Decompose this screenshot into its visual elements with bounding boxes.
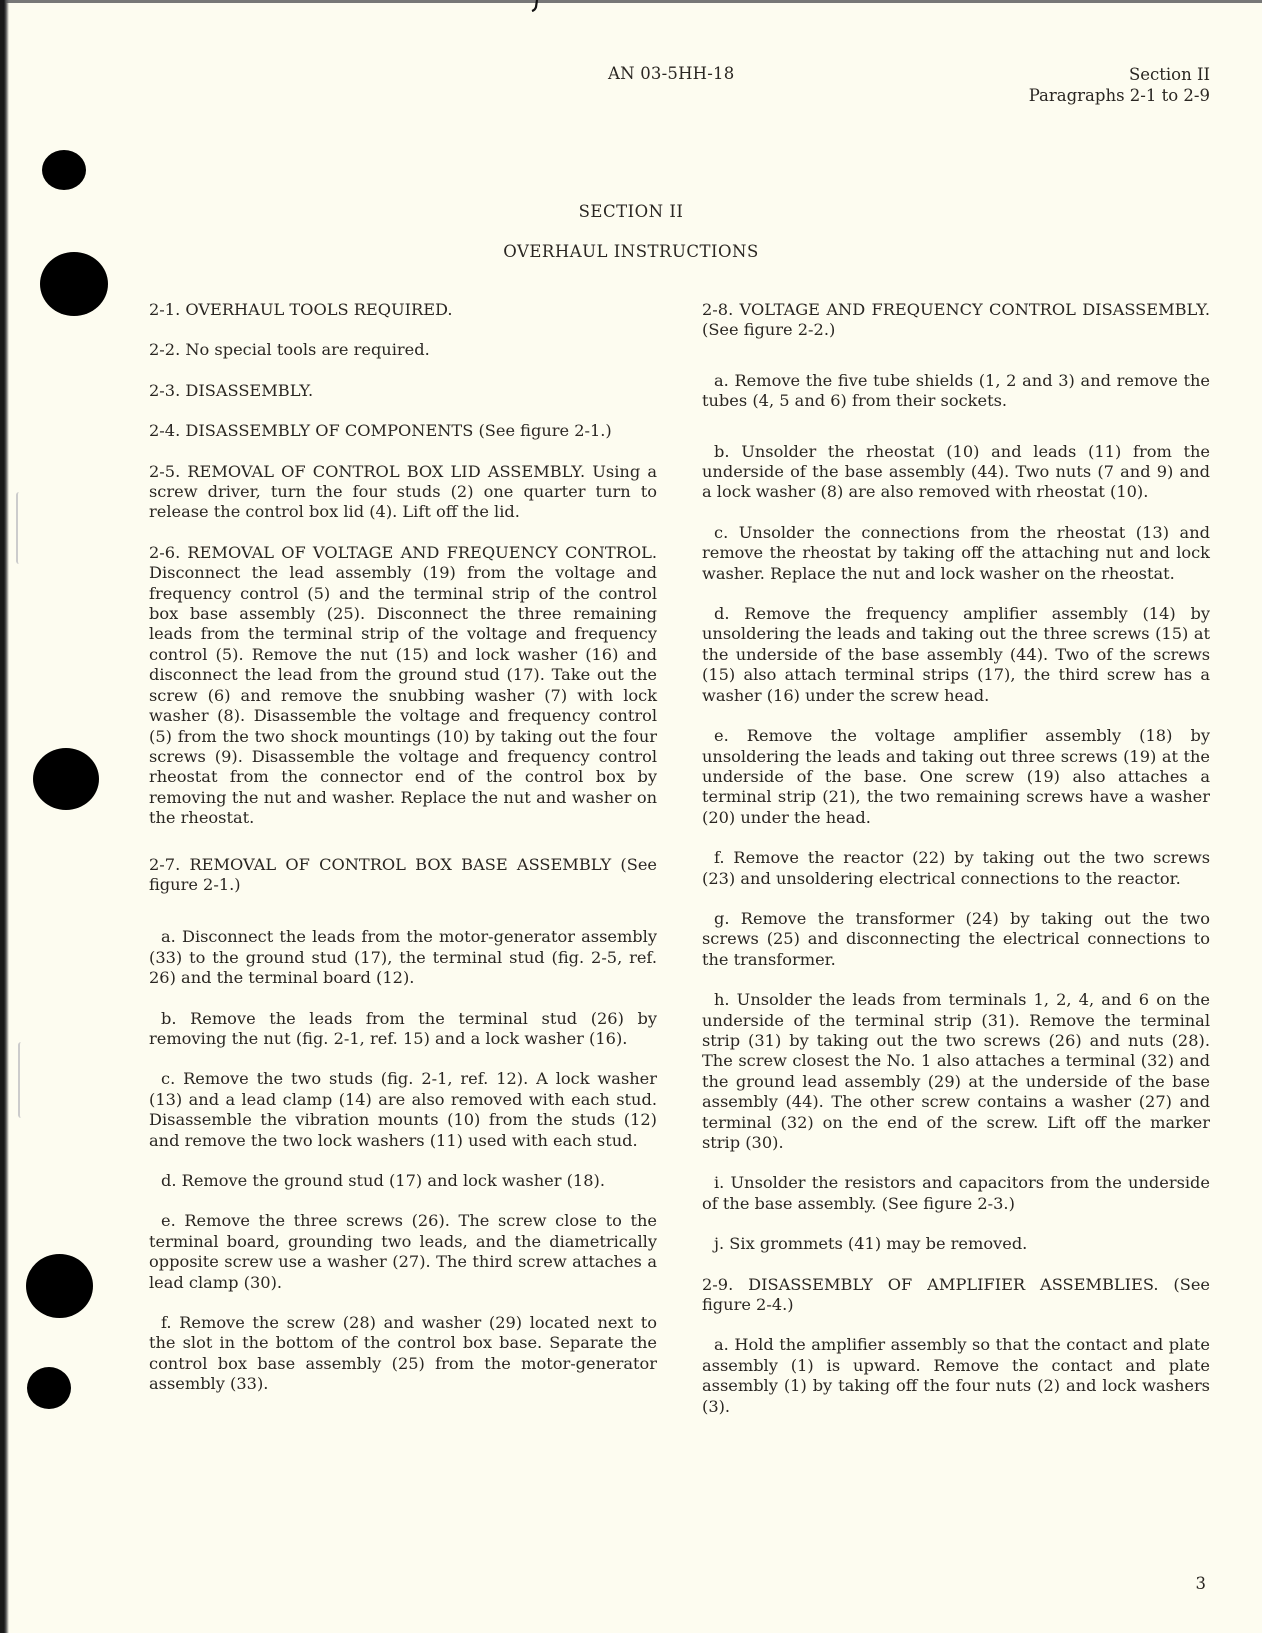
paragraph-2-5: 2-5. REMOVAL OF CONTROL BOX LID ASSEMBLY. Using a screw driver, turn the four studs (2) one quarter turn to release the control box lid (4). Lift off the lid. [149,461,657,522]
paragraph-2-3: 2-3. DISASSEMBLY. [149,380,314,400]
step-2-7-e: e. Remove the three screws (26). The screw close to the terminal board, grounding two leads, and the diametrically opposite screw use a washer (27). The third screw attaches a lead clamp (30). [149,1211,657,1292]
step-2-7-f: f. Remove the screw (28) and washer (29) located next to the slot in the bottom of the control box base. Separate the control box base assembly (25) from the motor-generator assembly (33). [149,1313,657,1394]
step-2-9-a: a. Hold the amplifier assembly so that the contact and plate assembly (1) is upward. Remove the contact and plate assembly (1) by taking off the four nuts (2) and lock washers (3). [702,1335,1210,1416]
staple-mark-icon [18,1042,28,1118]
step-2-8-h: h. Unsolder the leads from terminals 1, 2, 4, and 6 on the underside of the terminal strip (31). Remove the terminal strip (31) by taking out the two screws (26) and nuts (28). The screw closest the No. 1 also attaches a terminal (32) and the ground lead assembly (29) at the underside of the base assembly (44). The other screw contains a washer (27) and terminal (32) on the end of the screw. Lift off the marker strip (30). [702,990,1210,1152]
section-subtitle: OVERHAUL INSTRUCTIONS [503,242,759,261]
step-2-8-d: d. Remove the frequency amplifier assembly (14) by unsoldering the leads and taking out the three screws (15) at the underside of the base assembly (44). Two of the screws (15) also attach terminal strips (17), the third screw has a washer (16) under the screw head. [702,604,1210,705]
step-2-8-c: c. Unsolder the connections from the rheostat (13) and remove the rheostat by taking off the attaching nut and lock washer. Replace the nut and lock washer on the rheostat. [702,522,1210,583]
section-label: Section II [1128,65,1210,84]
scan-mark-icon [528,0,542,12]
paragraph-2-2: 2-2. No special tools are required. [149,340,430,360]
paragraph-2-8: 2-8. VOLTAGE AND FREQUENCY CONTROL DISASSEMBLY. (See figure 2-2.) [702,300,1210,340]
punch-hole-icon [42,150,86,190]
step-2-8-f: f. Remove the reactor (22) by taking out the two screws (23) and unsoldering electrical connections to the reactor. [702,848,1210,888]
staple-mark-icon [16,492,26,564]
punch-hole-icon [27,1367,71,1409]
left-column [149,300,657,1395]
punch-hole-icon [33,748,99,810]
document-number: AN 03-5HH-18 [608,64,735,83]
paragraph-range: Paragraphs 2-1 to 2-9 [1028,86,1210,105]
step-2-8-j: j. Six grommets (41) may be removed. [714,1234,1028,1254]
step-2-8-g: g. Remove the transformer (24) by taking out the two screws (25) and disconnecting the electrical connections to the transformer. [702,908,1210,969]
page-number: 3 [1195,1574,1206,1593]
section-reference [1029,64,1210,106]
paragraph-2-9: 2-9. DISASSEMBLY OF AMPLIFIER ASSEMBLIES. (See figure 2-4.) [702,1274,1210,1315]
section-heading: SECTION II [578,202,684,221]
paragraph-2-4: 2-4. DISASSEMBLY OF COMPONENTS (See figure 2-1.) [149,421,612,441]
step-2-7-d: d. Remove the ground stud (17) and lock washer (18). [161,1171,605,1190]
step-2-7-a: a. Disconnect the leads from the motor-generator assembly (33) to the ground stud (17), the terminal stud (fig. 2-5, ref. 26) and the terminal board (12). [149,927,657,988]
punch-hole-icon [26,1254,93,1318]
step-2-8-a: a. Remove the five tube shields (1, 2 and 3) and remove the tubes (4, 5 and 6) from their sockets. [702,370,1210,411]
step-2-7-b: b. Remove the leads from the terminal stud (26) by removing the nut (fig. 2-1, ref. 15) and a lock washer (16). [149,1008,657,1048]
step-2-8-i: i. Unsolder the resistors and capacitors from the underside of the base assembly. (See figure 2-3.) [702,1173,1210,1213]
punch-hole-icon [40,252,108,316]
right-column [702,300,1210,1417]
step-2-8-e: e. Remove the voltage amplifier assembly (18) by unsoldering the leads and taking out three screws (19) at the underside of the base. One screw (19) also attaches a terminal strip (21), the two remaining screws have a washer (20) under the head. [702,726,1210,827]
paragraph-2-7: 2-7. REMOVAL OF CONTROL BOX BASE ASSEMBLY (See figure 2-1.) [149,854,657,894]
step-2-7-c: c. Remove the two studs (fig. 2-1, ref. 12). A lock washer (13) and a lead clamp (14) are also removed with each stud. Disassemble the vibration mounts (10) from the studs (12) and remove the two lock washers (11) used with each stud. [149,1069,657,1150]
step-2-8-b: b. Unsolder the rheostat (10) and leads (11) from the underside of the base assembly (44). Two nuts (7 and 9) and a lock washer (8) are also removed with rheostat (10). [702,441,1210,502]
page-top-edge [0,0,1262,3]
paragraph-2-6: 2-6. REMOVAL OF VOLTAGE AND FREQUENCY CONTROL. Disconnect the lead assembly (19) from the voltage and frequency control (5) and the terminal strip of the control box base assembly (25). Disconnect the three remaining leads from the terminal strip of the voltage and frequency control (5). Remove the nut (15) and lock washer (16) and disconnect the lead from the ground stud (17). Take out the screw (6) and remove the snubbing washer (7) with lock washer (8). Disassemble the voltage and frequency control (5) from the two shock mountings (10) by taking out the four screws (9). Disassemble the voltage and frequency control rheostat from the connector end of the control box by removing the nut and washer. Replace the nut and washer on the rheostat. [149,542,657,828]
paragraph-2-1: 2-1. OVERHAUL TOOLS REQUIRED. [149,300,453,319]
